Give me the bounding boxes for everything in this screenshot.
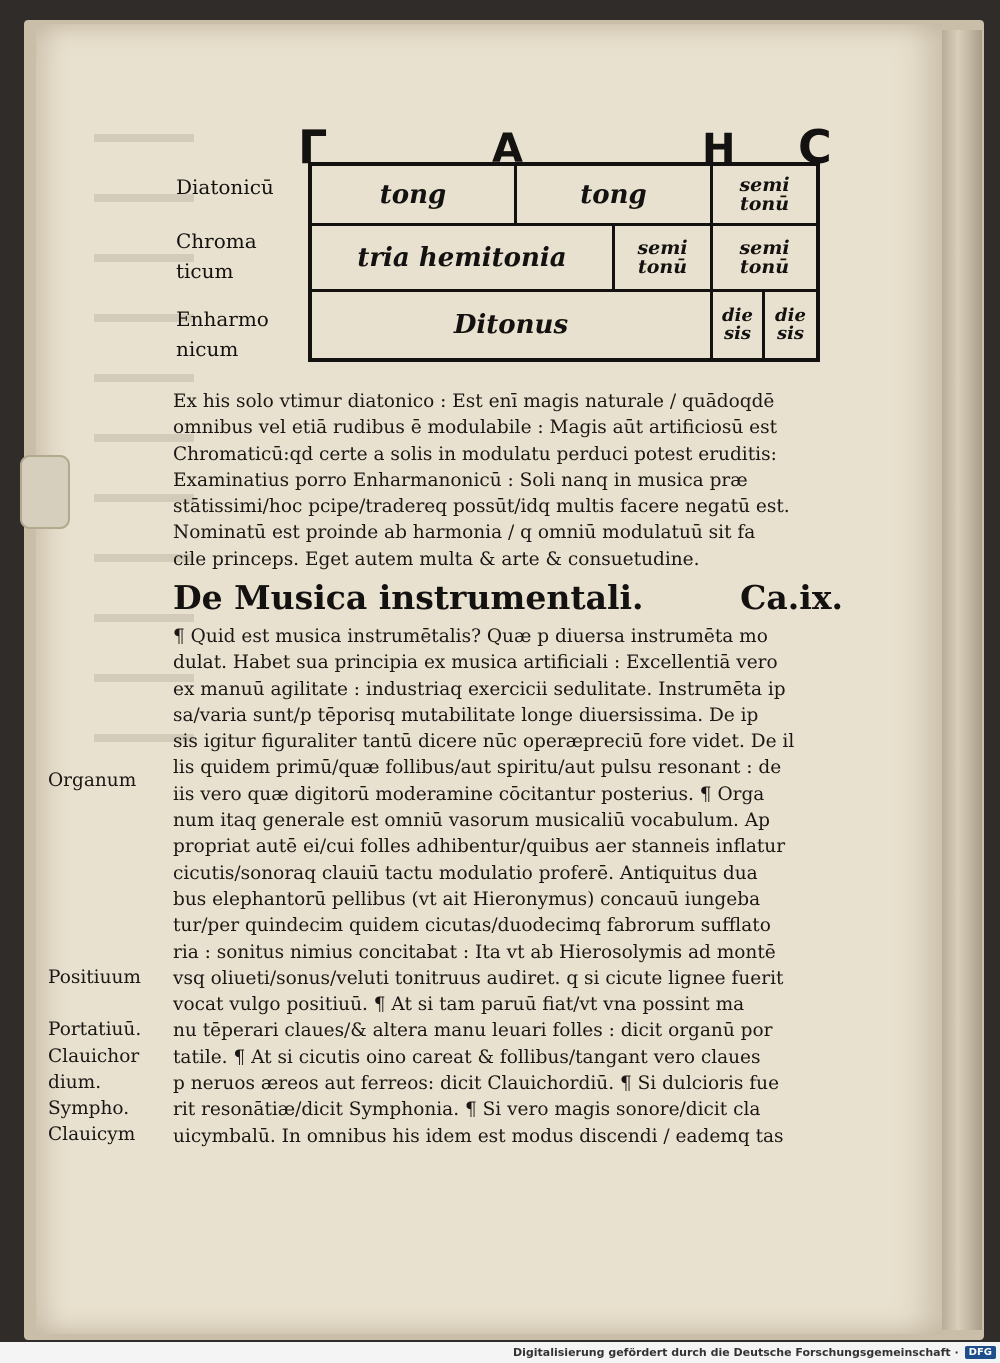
margin-note: Clauicym (48, 1124, 136, 1145)
text-line: Examinatius porro Enharmanonicū : Soli nanq in musica præ (173, 469, 748, 491)
note-letter: Γ (298, 120, 328, 174)
text-line: bus elephantorū pellibus (vt ait Hieronymus) concauū iungeba (173, 888, 761, 910)
genera-grid (308, 162, 820, 362)
text-line: vsq oliueti/sonus/veluti tonitruus audiret. q si cicute lignee fuerit (173, 967, 784, 989)
table-cell: semi tonū (615, 226, 713, 289)
chapter-heading (173, 578, 843, 622)
text-line: Nominatū est proinde ab harmonia / q omniū modulatuū sit fa (173, 522, 756, 544)
table-cell: tria hemitonia (312, 226, 615, 289)
table-cell: semi tonū (739, 173, 790, 215)
table-cell: Ditonus (312, 292, 713, 358)
text-line: p neruos æreos aut ferreos: dicit Clauichordiū. ¶ Si dulcioris fue (173, 1073, 780, 1095)
text-line: iis vero quæ digitorū moderamine cōcitantur posterius. ¶ Orga (173, 783, 765, 805)
text-line: cile princeps. Eget autem multa & arte & consuetudine. (173, 548, 700, 570)
row-label-enharmonic: Enharmo nicum (176, 307, 269, 361)
note-letter: C (798, 120, 832, 174)
table-cell: tong (517, 166, 713, 223)
paragraph-diatonic (173, 389, 843, 573)
text-line: nu tēperari claues/& altera manu leuari folles : dicit organū por (173, 1020, 773, 1042)
dfg-logo: DFG (965, 1346, 996, 1359)
chapter-title: De Musica instrumentali. (173, 578, 644, 617)
paragraph-instrumental (173, 624, 843, 1150)
table-cell: tong (312, 166, 517, 223)
text-line: rit resonātiæ/dicit Symphonia. ¶ Si vero magis sonore/dicit cla (173, 1099, 761, 1121)
text-line: vocat vulgo positiuū. ¶ At si tam paruū fiat/vt vna possint ma (173, 994, 745, 1016)
margin-note: dium. (48, 1072, 102, 1093)
text-line: Chromaticū:qd certe a solis in modulatu perduci potest eruditis: (173, 443, 777, 465)
margin-note: Organum (48, 770, 137, 791)
chapter-number: Ca.ix. (740, 578, 843, 617)
text-line: ria : sonitus nimius concitabat : Ita vt ab Hierosolymis ad montē (173, 941, 776, 963)
table-row (312, 292, 816, 358)
digitization-footer (0, 1342, 1000, 1363)
text-line: num itaq generale est omniū vasorum musicaliū vocabulum. Ap (173, 810, 770, 832)
margin-note: Portatiuū. (48, 1019, 142, 1040)
text-line: omnibus vel etiā rudibus ē modulabile : Magis aūt artificiosū est (173, 417, 778, 439)
text-line: uicymbalū. In omnibus his idem est modus discendi / eademq tas (173, 1125, 784, 1147)
text-line: tatile. ¶ At si cicutis oino careat & follibus/tangant vero claues (173, 1046, 761, 1068)
note-letter: H (702, 126, 736, 172)
row-label-chromatic: Chroma ticum (176, 229, 257, 283)
text-line: ex manuū agilitate : industriaq exercicii sedulitate. Instrumēta ip (173, 678, 786, 700)
text-line: propriat autē ei/cui folles adhibentur/quibus aer stanneis inflatur (173, 836, 786, 858)
book-clasp (20, 455, 70, 529)
table-cell: die sis (775, 305, 806, 344)
note-letter: A (492, 126, 523, 172)
margin-note: Positiuum (48, 967, 141, 988)
margin-note: Clauichor (48, 1046, 140, 1067)
table-cell: semi tonū (739, 236, 790, 278)
footer-text: Digitalisierung gefördert durch die Deutsche Forschungsgemeinschaft · (512, 1346, 959, 1359)
table-row (312, 166, 816, 226)
text-line: Ex his solo vtimur diatonico : Est enī magis naturale / quādoqdē (173, 391, 775, 412)
text-line: cicutis/sonoraq clauiū tactu modulatio proferē. Antiquitus dua (173, 862, 758, 884)
text-line: stātissimi/hoc pcipe/tradereq possūt/idq multis facere negatū est. (173, 496, 790, 518)
genera-table (170, 112, 840, 392)
table-cell: die sis (713, 292, 765, 358)
text-line: sis igitur figuraliter tantū dicere nūc operæpreciū fore videt. De il (173, 731, 795, 753)
row-label-diatonic: Diatonicū (176, 175, 274, 199)
text-line: sa/varia sunt/p tēporisq mutabilitate longe diuersissima. De ip (173, 704, 759, 726)
text-line: ¶ Quid est musica instrumētalis? Quæ p diuersa instrumēta mo (173, 626, 768, 647)
text-line: lis quidem primū/quæ follibus/aut spiritu/aut pulsu resonant : de (173, 757, 782, 779)
next-page-edge (942, 30, 982, 1330)
margin-note: Sympho. (48, 1098, 130, 1119)
text-line: tur/per quindecim quidem cicutas/duodecimq fabrorum sufflato (173, 915, 771, 937)
table-row (312, 226, 816, 292)
text-line: dulat. Habet sua principia ex musica artificiali : Excellentiā vero (173, 652, 778, 674)
